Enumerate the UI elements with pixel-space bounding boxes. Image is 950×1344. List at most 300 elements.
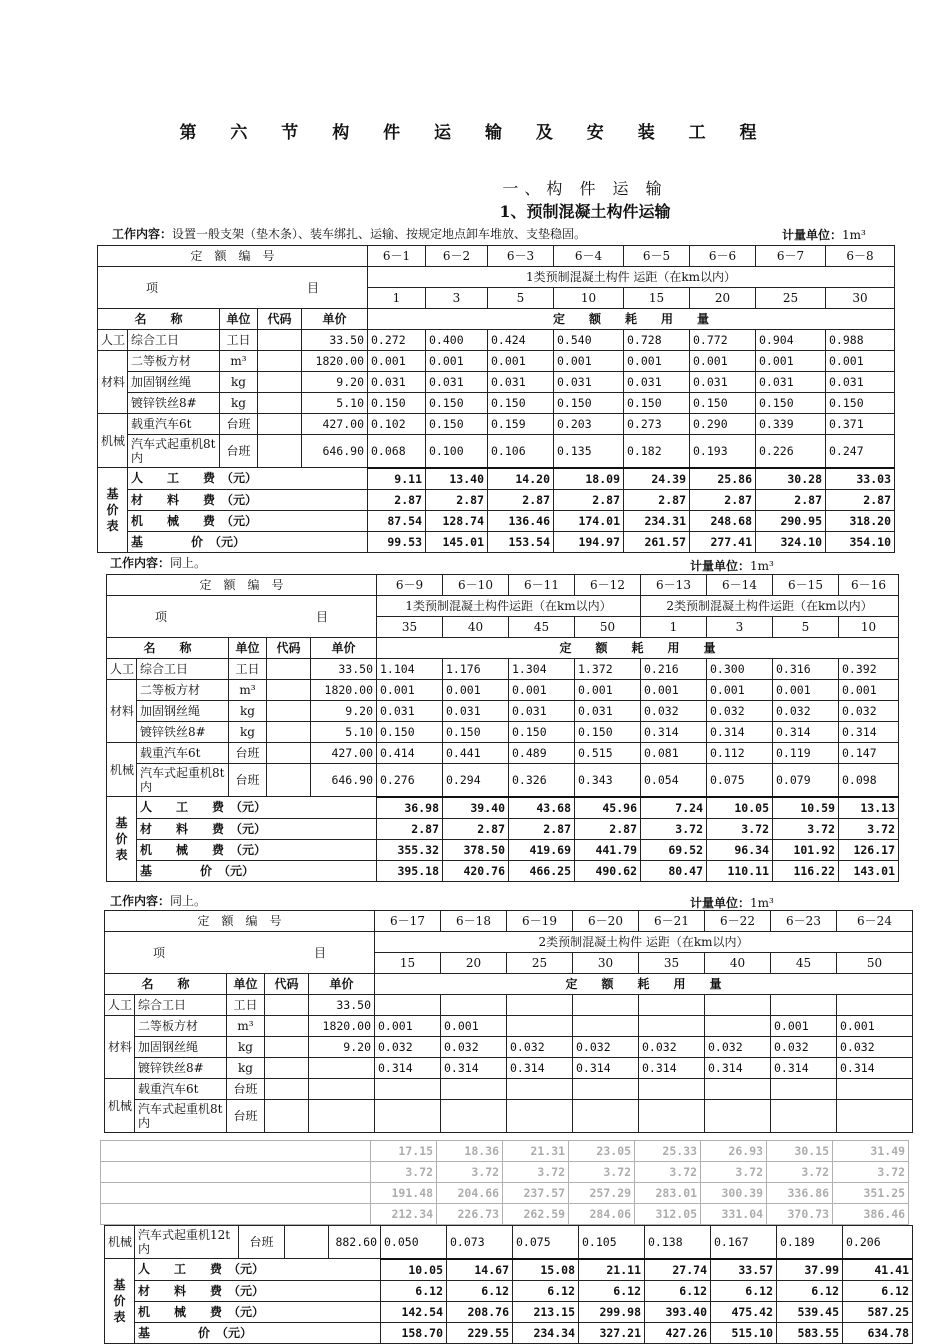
consumption-value: 0.150 bbox=[426, 393, 488, 414]
consumption-value: 0.138 bbox=[645, 1226, 711, 1259]
resource-name: 载重汽车6t bbox=[137, 743, 229, 764]
distance-value: 3 bbox=[707, 617, 773, 638]
overprint-value: 226.73 bbox=[437, 1204, 503, 1225]
base-row-label: 材 料 费 （元） bbox=[135, 1280, 381, 1301]
consumption-value: 0.904 bbox=[756, 330, 826, 351]
base-row-label: 人 工 费 （元） bbox=[137, 797, 377, 819]
resource-price: 33.50 bbox=[311, 659, 377, 680]
resource-price: 427.00 bbox=[302, 414, 368, 435]
resource-row bbox=[107, 659, 899, 680]
base-value: 2.87 bbox=[426, 489, 488, 510]
resource-unit: 台班 bbox=[227, 1079, 265, 1100]
base-value: 234.31 bbox=[624, 510, 690, 531]
resource-row bbox=[107, 743, 899, 764]
base-value: 96.34 bbox=[707, 839, 773, 860]
subsection-title: 1、预制混凝土构件运输 bbox=[499, 202, 671, 221]
base-value: 2.87 bbox=[624, 489, 690, 510]
base-value: 15.08 bbox=[513, 1259, 579, 1281]
consumption-value: 0.031 bbox=[624, 372, 690, 393]
category-label: 材料 bbox=[105, 1016, 135, 1079]
base-value: 3.72 bbox=[641, 818, 707, 839]
unit-value: 1m³ bbox=[842, 228, 866, 242]
consumption-value: 0.081 bbox=[641, 743, 707, 764]
base-value: 7.24 bbox=[641, 797, 707, 819]
unit-3 bbox=[690, 894, 774, 911]
consumption-value: 0.031 bbox=[554, 372, 624, 393]
item-label: 项 bbox=[155, 609, 168, 624]
item-header bbox=[105, 932, 375, 974]
resource-price bbox=[309, 1079, 375, 1100]
base-value: 194.97 bbox=[554, 531, 624, 552]
resource-name: 二等板方材 bbox=[137, 680, 229, 701]
base-row bbox=[105, 1322, 913, 1343]
resource-row bbox=[98, 393, 895, 414]
overprint-overlay bbox=[100, 1140, 915, 1230]
consumption-value bbox=[639, 995, 705, 1016]
resource-code bbox=[265, 1100, 309, 1133]
base-value: 2.87 bbox=[690, 489, 756, 510]
base-value: 33.03 bbox=[826, 468, 895, 490]
resource-price: 5.10 bbox=[302, 393, 368, 414]
group-label: 2类预制混凝土构件运距（在km以内） bbox=[641, 596, 899, 617]
category-label: 材料 bbox=[98, 351, 128, 414]
overprint-row bbox=[101, 1204, 909, 1225]
resource-name: 汽车式起重机8t内 bbox=[128, 435, 220, 468]
overprint-table bbox=[100, 1140, 909, 1225]
base-value: 248.68 bbox=[690, 510, 756, 531]
overprint-value: 3.72 bbox=[635, 1162, 701, 1183]
consumption-value: 0.150 bbox=[690, 393, 756, 414]
consumption-value: 0.075 bbox=[513, 1226, 579, 1259]
base-price-label: 基价表 bbox=[107, 797, 137, 882]
overprint-blank bbox=[101, 1204, 371, 1225]
overprint-value: 30.15 bbox=[767, 1141, 833, 1162]
consumption-value: 0.032 bbox=[773, 701, 839, 722]
distance-value: 45 bbox=[771, 953, 837, 974]
code-row bbox=[105, 911, 913, 932]
resource-unit: kg bbox=[227, 1058, 265, 1079]
base-value: 327.21 bbox=[579, 1322, 645, 1343]
overprint-value: 18.36 bbox=[437, 1141, 503, 1162]
consumption-value bbox=[639, 1016, 705, 1037]
resource-code bbox=[258, 330, 302, 351]
consumption-value bbox=[639, 1079, 705, 1100]
resource-price bbox=[309, 1100, 375, 1133]
consumption-header: 定 额 耗 用 量 bbox=[375, 974, 913, 995]
consumption-value bbox=[639, 1100, 705, 1133]
consumption-value: 0.031 bbox=[826, 372, 895, 393]
item-label-mu: 目 bbox=[315, 609, 328, 624]
overprint-value: 21.31 bbox=[503, 1141, 569, 1162]
base-value: 80.47 bbox=[641, 860, 707, 881]
base-value: 466.25 bbox=[509, 860, 575, 881]
base-row-label: 机 械 费 （元） bbox=[128, 510, 368, 531]
consumption-value: 0.050 bbox=[381, 1226, 447, 1259]
page-title: 第 六 节 构 件 运 输 及 安 装 工 程 bbox=[179, 123, 771, 143]
base-value: 9.11 bbox=[368, 468, 426, 490]
item-row bbox=[105, 932, 913, 953]
consumption-value bbox=[375, 1079, 441, 1100]
overprint-value: 23.05 bbox=[569, 1141, 635, 1162]
resource-name: 载重汽车6t bbox=[128, 414, 220, 435]
overprint-value: 331.04 bbox=[701, 1204, 767, 1225]
overprint-value: 3.72 bbox=[437, 1162, 503, 1183]
consumption-value: 0.294 bbox=[443, 764, 509, 797]
unit-1 bbox=[782, 226, 866, 243]
distance-value: 40 bbox=[705, 953, 771, 974]
consumption-value: 0.314 bbox=[771, 1058, 837, 1079]
resource-row bbox=[105, 1079, 913, 1100]
base-value: 116.22 bbox=[773, 860, 839, 881]
base-value: 41.41 bbox=[843, 1259, 913, 1281]
consumption-value: 0.032 bbox=[705, 1037, 771, 1058]
quota-table-3 bbox=[104, 910, 913, 1133]
column-header-row bbox=[98, 309, 895, 330]
resource-name: 汽车式起重机8t内 bbox=[135, 1100, 227, 1133]
consumption-value: 0.001 bbox=[509, 680, 575, 701]
unit-value: 1m³ bbox=[750, 559, 774, 573]
consumption-value: 0.489 bbox=[509, 743, 575, 764]
code-row bbox=[98, 246, 895, 267]
resource-price: 427.00 bbox=[311, 743, 377, 764]
overprint-value: 191.48 bbox=[371, 1183, 437, 1204]
consumption-value: 0.339 bbox=[756, 414, 826, 435]
resource-name: 加固钢丝绳 bbox=[135, 1037, 227, 1058]
distance-value: 5 bbox=[773, 617, 839, 638]
base-row bbox=[98, 510, 895, 531]
resource-unit: kg bbox=[220, 372, 258, 393]
resource-code bbox=[267, 680, 311, 701]
resource-unit: m³ bbox=[227, 1016, 265, 1037]
consumption-value: 0.150 bbox=[509, 722, 575, 743]
quota-code: 6－19 bbox=[507, 911, 573, 932]
consumption-value: 0.031 bbox=[509, 701, 575, 722]
consumption-value bbox=[375, 995, 441, 1016]
unit-label: 计量单位： bbox=[782, 228, 843, 242]
name-header: 名 称 bbox=[105, 974, 227, 995]
quota-code: 6－23 bbox=[771, 911, 837, 932]
price-header: 单价 bbox=[309, 974, 375, 995]
consumption-value bbox=[705, 995, 771, 1016]
consumption-value: 0.226 bbox=[756, 435, 826, 468]
base-row-label: 材 料 费 （元） bbox=[128, 489, 368, 510]
overprint-blank bbox=[101, 1183, 371, 1204]
consumption-value bbox=[375, 1100, 441, 1133]
base-value: 145.01 bbox=[426, 531, 488, 552]
base-value: 6.12 bbox=[843, 1280, 913, 1301]
unit-header: 单位 bbox=[229, 638, 267, 659]
distance-value: 1 bbox=[368, 288, 426, 309]
base-value: 174.01 bbox=[554, 510, 624, 531]
base-value: 587.25 bbox=[843, 1301, 913, 1322]
consumption-value: 0.150 bbox=[426, 414, 488, 435]
overprint-value: 3.72 bbox=[833, 1162, 909, 1183]
consumption-header: 定 额 耗 用 量 bbox=[368, 309, 895, 330]
consumption-value: 0.001 bbox=[377, 680, 443, 701]
consumption-value: 0.167 bbox=[711, 1226, 777, 1259]
consumption-value: 0.075 bbox=[707, 764, 773, 797]
group-label: 1类预制混凝土构件 运距（在km以内） bbox=[368, 267, 895, 288]
code-col-header: 代码 bbox=[258, 309, 302, 330]
base-value: 6.12 bbox=[777, 1280, 843, 1301]
overprint-value: 3.72 bbox=[371, 1162, 437, 1183]
quota-table-2 bbox=[106, 574, 899, 882]
base-value: 6.12 bbox=[645, 1280, 711, 1301]
consumption-value: 0.515 bbox=[575, 743, 641, 764]
quota-table-1 bbox=[97, 245, 895, 553]
resource-unit: 台班 bbox=[239, 1226, 285, 1259]
resource-row bbox=[98, 372, 895, 393]
consumption-value: 0.106 bbox=[488, 435, 554, 468]
resource-price: 646.90 bbox=[302, 435, 368, 468]
consumption-value: 0.314 bbox=[375, 1058, 441, 1079]
consumption-value: 0.150 bbox=[575, 722, 641, 743]
base-value: 441.79 bbox=[575, 839, 641, 860]
resource-price bbox=[309, 1058, 375, 1079]
base-value: 10.59 bbox=[773, 797, 839, 819]
resource-row bbox=[105, 1016, 913, 1037]
work-content-2 bbox=[110, 554, 206, 571]
consumption-value: 0.100 bbox=[426, 435, 488, 468]
resource-code bbox=[258, 372, 302, 393]
base-value: 6.12 bbox=[381, 1280, 447, 1301]
base-value: 299.98 bbox=[579, 1301, 645, 1322]
base-value: 136.46 bbox=[488, 510, 554, 531]
consumption-value: 0.001 bbox=[641, 680, 707, 701]
category-label: 机械 bbox=[105, 1226, 135, 1259]
work-content-1 bbox=[112, 225, 586, 242]
resource-name: 汽车式起重机12t内 bbox=[135, 1226, 239, 1259]
quota-code: 6－2 bbox=[426, 246, 488, 267]
quota-code: 6－14 bbox=[707, 575, 773, 596]
consumption-value: 0.424 bbox=[488, 330, 554, 351]
base-value: 99.53 bbox=[368, 531, 426, 552]
consumption-value: 1.372 bbox=[575, 659, 641, 680]
consumption-value: 0.414 bbox=[377, 743, 443, 764]
distance-value: 30 bbox=[573, 953, 639, 974]
consumption-value: 0.772 bbox=[690, 330, 756, 351]
base-value: 634.78 bbox=[843, 1322, 913, 1343]
resource-code bbox=[267, 701, 311, 722]
consumption-value: 0.314 bbox=[641, 722, 707, 743]
consumption-value bbox=[837, 995, 913, 1016]
base-value: 33.57 bbox=[711, 1259, 777, 1281]
name-header: 名 称 bbox=[107, 638, 229, 659]
base-value: 45.96 bbox=[575, 797, 641, 819]
consumption-value: 0.001 bbox=[375, 1016, 441, 1037]
consumption-value: 0.001 bbox=[826, 351, 895, 372]
quota-code: 6－4 bbox=[554, 246, 624, 267]
overprint-value: 204.66 bbox=[437, 1183, 503, 1204]
base-value: 13.13 bbox=[839, 797, 899, 819]
category-label: 人工 bbox=[105, 995, 135, 1016]
base-value: 2.87 bbox=[488, 489, 554, 510]
distance-value: 15 bbox=[624, 288, 690, 309]
quota-code: 6－24 bbox=[837, 911, 913, 932]
consumption-value: 0.068 bbox=[368, 435, 426, 468]
consumption-value: 0.392 bbox=[839, 659, 899, 680]
base-value: 318.20 bbox=[826, 510, 895, 531]
base-value: 583.55 bbox=[777, 1322, 843, 1343]
overprint-value: 336.86 bbox=[767, 1183, 833, 1204]
consumption-value: 0.247 bbox=[826, 435, 895, 468]
resource-row bbox=[107, 722, 899, 743]
distance-value: 15 bbox=[375, 953, 441, 974]
consumption-value bbox=[441, 1100, 507, 1133]
resource-price: 882.60 bbox=[329, 1226, 381, 1259]
item-label: 项 bbox=[153, 945, 166, 960]
consumption-value: 0.001 bbox=[771, 1016, 837, 1037]
resource-unit: 台班 bbox=[229, 743, 267, 764]
resource-name: 载重汽车6t bbox=[135, 1079, 227, 1100]
base-value: 427.26 bbox=[645, 1322, 711, 1343]
consumption-value: 0.150 bbox=[624, 393, 690, 414]
consumption-value: 0.032 bbox=[375, 1037, 441, 1058]
overprint-value: 370.73 bbox=[767, 1204, 833, 1225]
consumption-value: 0.001 bbox=[443, 680, 509, 701]
group-label: 1类预制混凝土构件运距（在km以内） bbox=[377, 596, 641, 617]
base-value: 10.05 bbox=[381, 1259, 447, 1281]
consumption-value: 0.314 bbox=[441, 1058, 507, 1079]
base-value: 355.32 bbox=[377, 839, 443, 860]
base-row bbox=[98, 468, 895, 490]
item-row bbox=[98, 267, 895, 288]
base-row-label: 基 价 （元） bbox=[128, 531, 368, 552]
consumption-value: 0.150 bbox=[756, 393, 826, 414]
base-value: 128.74 bbox=[426, 510, 488, 531]
consumption-value: 0.150 bbox=[554, 393, 624, 414]
quota-code: 6－9 bbox=[377, 575, 443, 596]
overprint-value: 3.72 bbox=[701, 1162, 767, 1183]
quota-code: 6－7 bbox=[756, 246, 826, 267]
consumption-value: 0.031 bbox=[488, 372, 554, 393]
overprint-value: 31.49 bbox=[833, 1141, 909, 1162]
consumption-value: 0.314 bbox=[773, 722, 839, 743]
consumption-value: 0.150 bbox=[377, 722, 443, 743]
distance-value: 40 bbox=[443, 617, 509, 638]
consumption-value bbox=[771, 1079, 837, 1100]
base-value: 475.42 bbox=[711, 1301, 777, 1322]
base-value: 110.11 bbox=[707, 860, 773, 881]
base-row bbox=[107, 839, 899, 860]
consumption-value: 0.032 bbox=[771, 1037, 837, 1058]
quota-code: 6－8 bbox=[826, 246, 895, 267]
distance-value: 25 bbox=[507, 953, 573, 974]
resource-row bbox=[107, 764, 899, 797]
consumption-value: 0.119 bbox=[773, 743, 839, 764]
resource-price: 1820.00 bbox=[311, 680, 377, 701]
work-label: 工作内容： bbox=[110, 894, 171, 908]
base-value: 158.70 bbox=[381, 1322, 447, 1343]
consumption-value bbox=[573, 1016, 639, 1037]
consumption-value: 0.098 bbox=[839, 764, 899, 797]
resource-unit: 工日 bbox=[220, 330, 258, 351]
resource-row bbox=[98, 330, 895, 351]
work-content-text: 设置一般支架（垫木条）、装车绑扎、运输、按规定地点卸车堆放、支垫稳固。 bbox=[172, 227, 587, 241]
resource-row bbox=[98, 435, 895, 468]
overprint-value: 262.59 bbox=[503, 1204, 569, 1225]
unit-header: 单位 bbox=[220, 309, 258, 330]
resource-code bbox=[265, 1079, 309, 1100]
resource-price: 646.90 bbox=[311, 764, 377, 797]
quota-code: 6－5 bbox=[624, 246, 690, 267]
overprint-value: 212.34 bbox=[371, 1204, 437, 1225]
consumption-value: 0.314 bbox=[507, 1058, 573, 1079]
consumption-value bbox=[441, 1079, 507, 1100]
consumption-value: 0.001 bbox=[488, 351, 554, 372]
resource-row bbox=[105, 1100, 913, 1133]
consumption-value bbox=[705, 1016, 771, 1037]
consumption-value bbox=[771, 995, 837, 1016]
resource-code bbox=[265, 1016, 309, 1037]
resource-unit: 台班 bbox=[227, 1100, 265, 1133]
consumption-value: 0.316 bbox=[773, 659, 839, 680]
resource-price: 9.20 bbox=[302, 372, 368, 393]
quota-code: 6－13 bbox=[641, 575, 707, 596]
resource-code bbox=[265, 1037, 309, 1058]
resource-row bbox=[107, 701, 899, 722]
overprint-row bbox=[101, 1183, 909, 1204]
base-value: 37.99 bbox=[777, 1259, 843, 1281]
consumption-value: 0.073 bbox=[447, 1226, 513, 1259]
base-row bbox=[98, 489, 895, 510]
base-row-label: 材 料 费 （元） bbox=[137, 818, 377, 839]
base-row bbox=[105, 1301, 913, 1322]
base-value: 208.76 bbox=[447, 1301, 513, 1322]
consumption-value: 0.326 bbox=[509, 764, 575, 797]
consumption-value: 0.032 bbox=[707, 701, 773, 722]
consumption-value: 0.988 bbox=[826, 330, 895, 351]
resource-row bbox=[98, 351, 895, 372]
resource-unit: 台班 bbox=[229, 764, 267, 797]
base-row-label: 机 械 费 （元） bbox=[135, 1301, 381, 1322]
group-label: 2类预制混凝土构件 运距（在km以内） bbox=[375, 932, 913, 953]
resource-name: 综合工日 bbox=[135, 995, 227, 1016]
item-header bbox=[107, 596, 377, 638]
resource-code bbox=[267, 764, 311, 797]
base-value: 393.40 bbox=[645, 1301, 711, 1322]
code-header: 定 额 编 号 bbox=[98, 246, 368, 267]
resource-unit: kg bbox=[229, 722, 267, 743]
base-row-label: 基 价 （元） bbox=[135, 1322, 381, 1343]
base-value: 6.12 bbox=[579, 1280, 645, 1301]
consumption-value: 0.054 bbox=[641, 764, 707, 797]
consumption-value bbox=[573, 1079, 639, 1100]
consumption-value: 0.001 bbox=[575, 680, 641, 701]
consumption-value: 0.001 bbox=[441, 1016, 507, 1037]
consumption-value bbox=[705, 1100, 771, 1133]
consumption-value: 0.112 bbox=[707, 743, 773, 764]
resource-code bbox=[258, 414, 302, 435]
overprint-value: 3.72 bbox=[569, 1162, 635, 1183]
consumption-value: 1.304 bbox=[509, 659, 575, 680]
consumption-value bbox=[837, 1100, 913, 1133]
base-value: 36.98 bbox=[377, 797, 443, 819]
resource-name: 综合工日 bbox=[137, 659, 229, 680]
unit-2 bbox=[690, 557, 774, 574]
quota-code: 6－21 bbox=[639, 911, 705, 932]
base-value: 3.72 bbox=[773, 818, 839, 839]
base-value: 229.55 bbox=[447, 1322, 513, 1343]
consumption-value: 0.150 bbox=[443, 722, 509, 743]
consumption-value: 0.540 bbox=[554, 330, 624, 351]
resource-code bbox=[258, 351, 302, 372]
resource-row bbox=[98, 414, 895, 435]
overprint-blank bbox=[101, 1162, 371, 1183]
overprint-value: 257.29 bbox=[569, 1183, 635, 1204]
quota-code: 6－10 bbox=[443, 575, 509, 596]
price-header: 单价 bbox=[311, 638, 377, 659]
